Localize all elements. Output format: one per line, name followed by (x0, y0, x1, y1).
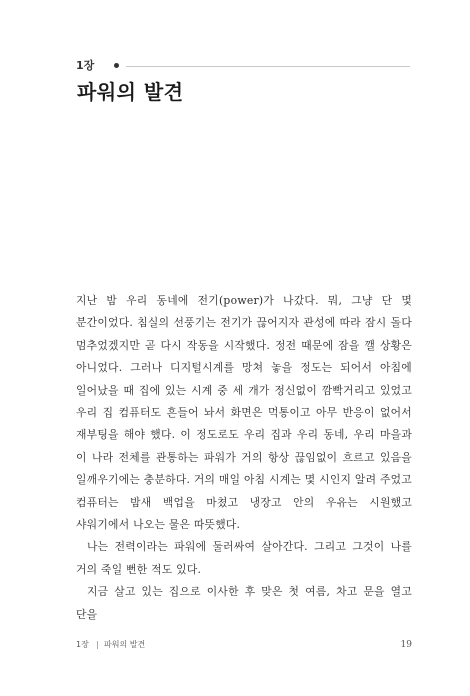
body-text (76, 290, 412, 626)
chapter-label: 1장 (76, 59, 95, 72)
footer-chapter: 1장 (76, 640, 89, 649)
chapter-title: 파워의 발견 (77, 80, 184, 104)
chapter-header (76, 58, 410, 74)
paragraph-3: 지금 살고 있는 집으로 이사한 후 맞은 첫 여름, 차고 문을 열고 단을 (76, 585, 412, 621)
page-footer (76, 638, 412, 652)
footer-title: 파워의 발견 (104, 640, 146, 649)
paragraph-1: 지난 밤 우리 동네에 전기(power)가 나갔다. 뭐, 그냥 단 몇 분간이었다. 침실의 선풍기는 전기가 끊어지자 관성에 따라 잠시 돌다 멈추었겠지만 곧 다시 작동을 시작했다. 정전 때문에 잠을 깰 상황은 아니었다. 그러나 디지털시계를 망쳐 놓을 정도는 되어서 아침에 일어났을 때 집에 있는 시계 중 세 개가 정신없이 깜빡거리고 있었고 우리 집 컴퓨터도 흔들어 놔서 화면은 먹통이고 아무 반응이 없어서 재부팅을 해야 했다. 이 정도로도 우리 집과 우리 동네, 우리 마을과 이 나라 전체를 관통하는 파워가 거의 항상 끊임없이 흐르고 있음을 일깨우기에는 충분하다. 거의 매일 아침 시계는 몇 시인지 알려 주었고 컴퓨터는 밤새 백업을 마쳤고 냉장고 안의 우유는 시원했고 샤워기에서 나오는 물은 따뜻했다. (76, 294, 412, 532)
bullet-icon (114, 63, 119, 68)
paragraph-2: 나는 전력이라는 파워에 둘러싸여 살아간다. 그리고 그것이 나를 거의 죽일 뻔한 적도 있다. (76, 540, 412, 576)
page-number: 19 (400, 640, 412, 650)
footer-separator (97, 641, 98, 649)
header-divider (126, 66, 410, 67)
